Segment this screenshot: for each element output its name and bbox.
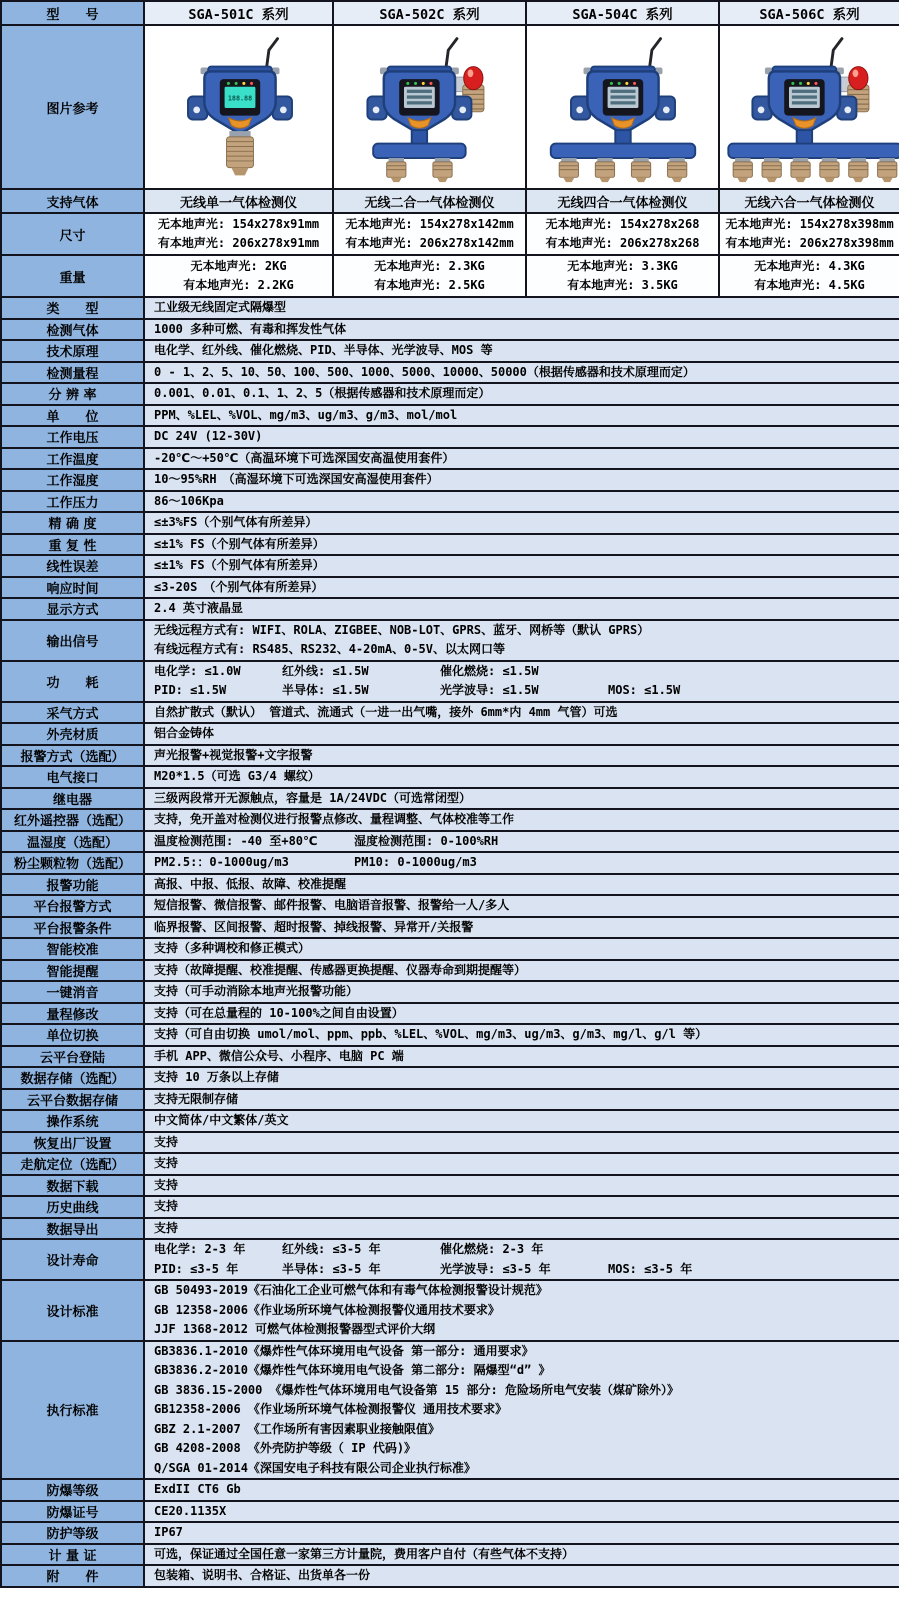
spec-row — [1, 319, 899, 341]
value-segment: MOS: ≤1.5W — [608, 683, 681, 697]
row-label: 重 复 性 — [1, 534, 144, 556]
row-label: 线性误差 — [1, 555, 144, 577]
row-label: 粉尘颗粒物（选配） — [1, 852, 144, 874]
spec-row — [1, 469, 899, 491]
header-row — [1, 1, 899, 25]
row-label: 采气方式 — [1, 702, 144, 724]
row-value: 手机 APP、微信公众号、小程序、电脑 PC 端 — [144, 1046, 899, 1068]
row-value: 无本地声光: 154x278x142mm 有本地声光: 206x278x142mm — [333, 213, 526, 255]
spec-row — [1, 1522, 899, 1544]
row-label: 量程修改 — [1, 1003, 144, 1025]
value-segment: 半导体: ≤3-5 年 — [282, 1261, 381, 1276]
value-segment: 电化学: ≤1.0W — [154, 663, 241, 678]
row-label: 报警功能 — [1, 874, 144, 896]
value-segment: PM10: 0-1000ug/m3 — [354, 855, 477, 869]
row-value: -20℃～+50℃（高温环境下可选深国安高温使用套件） — [144, 448, 899, 470]
row-label: 计 量 证 — [1, 1544, 144, 1566]
row-label: 设计标准 — [1, 1280, 144, 1341]
row-value: 支持 — [144, 1218, 899, 1240]
spec-row — [1, 577, 899, 599]
row-value: PPM、%LEL、%VOL、mg/m3、ug/m3、g/m3、mol/mol — [144, 405, 899, 427]
value-segment: 红外线: ≤3-5 年 — [282, 1242, 381, 1256]
value-segment — [608, 662, 899, 682]
row-value: 支持无限制存储 — [144, 1089, 899, 1111]
row-value: 三级两段常开无源触点，容量是 1A/24VDC（可选常闭型） — [144, 788, 899, 810]
row-label: 防爆证号 — [1, 1501, 144, 1523]
row-value: ≤3-20S （个别气体有所差异） — [144, 577, 899, 599]
spec-row — [1, 426, 899, 448]
row-label: 智能提醒 — [1, 960, 144, 982]
spec-row — [1, 1565, 899, 1587]
row-value: IP67 — [144, 1522, 899, 1544]
row-value: 2.4 英寸液晶显 — [144, 598, 899, 620]
spec-row — [1, 1341, 899, 1480]
row-label: 平台报警条件 — [1, 917, 144, 939]
spec-row — [1, 1196, 899, 1218]
row-value: 包装箱、说明书、合格证、出货单各一份 — [144, 1565, 899, 1587]
spec-row — [1, 661, 899, 702]
row-label: 外壳材质 — [1, 723, 144, 745]
row-value: 10～95%RH （高湿环境下可选深国安高湿使用套件） — [144, 469, 899, 491]
row-value: 0 - 1、2、5、10、50、100、500、1000、5000、10000、50000（根据传感器和技术原理而定） — [144, 362, 899, 384]
value-segment: PM2.5:：0-1000ug/m3 — [154, 855, 289, 869]
row-label: 单位切换 — [1, 1024, 144, 1046]
value-segment: 催化燃烧: ≤1.5W — [440, 663, 539, 678]
row-label: 尺寸 — [1, 213, 144, 255]
spec-row — [1, 1280, 899, 1341]
row-label: 支持气体 — [1, 189, 144, 213]
row-label: 图片参考 — [1, 25, 144, 189]
spec-row — [1, 852, 899, 874]
spec-row — [1, 297, 899, 319]
spec-row — [1, 723, 899, 745]
row-value: DC 24V (12-30V) — [144, 426, 899, 448]
row-value: 支持 — [144, 1132, 899, 1154]
weight-row — [1, 255, 899, 297]
row-value: 无线单一气体检测仪 — [144, 189, 333, 213]
row-value: 支持，免开盖对检测仪进行报警点修改、量程调整、气体校准等工作 — [144, 809, 899, 831]
spec-row — [1, 491, 899, 513]
spec-row — [1, 1153, 899, 1175]
spec-row — [1, 405, 899, 427]
spec-row — [1, 1175, 899, 1197]
row-value: 无线六合一气体检测仪 — [719, 189, 899, 213]
spec-row — [1, 448, 899, 470]
row-label: 功 耗 — [1, 661, 144, 702]
row-label: 技术原理 — [1, 340, 144, 362]
row-value: CE20.1135X — [144, 1501, 899, 1523]
value-segment: PID: ≤3-5 年 — [154, 1261, 239, 1276]
gas-detector-illustration — [337, 29, 523, 185]
spec-row — [1, 620, 899, 661]
row-label: 数据导出 — [1, 1218, 144, 1240]
value-segment: PID: ≤1.5W — [154, 683, 227, 697]
spec-row — [1, 555, 899, 577]
spec-row — [1, 362, 899, 384]
row-label: 单 位 — [1, 405, 144, 427]
value-segment: 温度检测范围: -40 至+80℃ — [154, 833, 318, 848]
row-value — [144, 661, 899, 702]
row-value: 支持 10 万条以上存储 — [144, 1067, 899, 1089]
row-label: 检测气体 — [1, 319, 144, 341]
row-label: 附 件 — [1, 1565, 144, 1587]
value-segment: 红外线: ≤1.5W — [282, 663, 369, 678]
row-label: 数据下载 — [1, 1175, 144, 1197]
value-segment: MOS: ≤3-5 年 — [608, 1261, 693, 1276]
row-value: 声光报警+视觉报警+文字报警 — [144, 745, 899, 767]
spec-row — [1, 1089, 899, 1111]
row-value: 支持（多种调校和修正模式） — [144, 938, 899, 960]
size-row — [1, 213, 899, 255]
row-value: ≤±3%FS（个别气体有所差异） — [144, 512, 899, 534]
row-label: 防护等级 — [1, 1522, 144, 1544]
row-value: 86～106Kpa — [144, 491, 899, 513]
row-value — [144, 852, 899, 874]
spec-row — [1, 534, 899, 556]
row-label: 工作电压 — [1, 426, 144, 448]
row-label: 重量 — [1, 255, 144, 297]
row-value: 支持（故障提醒、校准提醒、传感器更换提醒、仪器寿命到期提醒等） — [144, 960, 899, 982]
row-value: 支持 — [144, 1196, 899, 1218]
row-value: 高报、中报、低报、故障、校准提醒 — [144, 874, 899, 896]
row-value: 支持（可在总量程的 10-100%之间自由设置） — [144, 1003, 899, 1025]
row-label: 电气接口 — [1, 766, 144, 788]
row-label: 显示方式 — [1, 598, 144, 620]
row-value: ≤±1% FS（个别气体有所差异） — [144, 534, 899, 556]
row-value: 短信报警、微信报警、邮件报警、电脑语音报警、报警给一人/多人 — [144, 895, 899, 917]
row-value: 可选，保证通过全国任意一家第三方计量院，费用客户自付（有些气体不支持） — [144, 1544, 899, 1566]
value-segment: 电化学: 2-3 年 — [154, 1242, 246, 1256]
row-value: ExdII CT6 Gb — [144, 1479, 899, 1501]
model-header-sga-501c: SGA-501C 系列 — [144, 1, 333, 25]
row-value: 无本地声光: 3.3KG 有本地声光: 3.5KG — [526, 255, 719, 297]
row-label: 走航定位（选配） — [1, 1153, 144, 1175]
value-segment: 半导体: ≤1.5W — [282, 683, 369, 697]
spec-row — [1, 1110, 899, 1132]
row-value: 无线二合一气体检测仪 — [333, 189, 526, 213]
row-label: 工作温度 — [1, 448, 144, 470]
row-label: 响应时间 — [1, 577, 144, 599]
row-label: 工作压力 — [1, 491, 144, 513]
row-value: 1000 多种可燃、有毒和挥发性气体 — [144, 319, 899, 341]
row-label: 检测量程 — [1, 362, 144, 384]
row-label: 温湿度（选配） — [1, 831, 144, 853]
model-header-sga-504c: SGA-504C 系列 — [526, 1, 719, 25]
row-value: 无线四合一气体检测仪 — [526, 189, 719, 213]
row-label: 执行标准 — [1, 1341, 144, 1480]
spec-row — [1, 831, 899, 853]
spec-row — [1, 1218, 899, 1240]
row-value: GB 50493-2019《石油化工企业可燃气体和有毒气体检测报警设计规范》 GB 12358-2006《作业场所环境气体检测报警仪通用技术要求》 JJF 1368-2012 可燃气体检测报警器型式评价大纲 — [144, 1280, 899, 1341]
row-value: 支持 — [144, 1153, 899, 1175]
spec-row — [1, 766, 899, 788]
row-label: 类 型 — [1, 297, 144, 319]
row-label: 工作湿度 — [1, 469, 144, 491]
spec-row — [1, 874, 899, 896]
spec-row — [1, 1024, 899, 1046]
spec-row — [1, 1544, 899, 1566]
row-value: 支持（可手动消除本地声光报警功能） — [144, 981, 899, 1003]
model-header-sga-502c: SGA-502C 系列 — [333, 1, 526, 25]
image-row — [1, 25, 899, 189]
row-value — [144, 1239, 899, 1280]
spec-row — [1, 938, 899, 960]
row-value: 无本地声光: 2KG 有本地声光: 2.2KG — [144, 255, 333, 297]
value-segment: 催化燃烧: 2-3 年 — [440, 1242, 544, 1256]
spec-row — [1, 1479, 899, 1501]
supported-gas-row — [1, 189, 899, 213]
row-value — [144, 831, 899, 853]
spec-row — [1, 809, 899, 831]
row-label: 历史曲线 — [1, 1196, 144, 1218]
row-value: 工业级无线固定式隔爆型 — [144, 297, 899, 319]
spec-row — [1, 1239, 899, 1280]
spec-row — [1, 1003, 899, 1025]
row-value: 支持 — [144, 1175, 899, 1197]
gas-detector-illustration — [147, 29, 333, 185]
row-value: GB3836.1-2010《爆炸性气体环境用电气设备 第一部分: 通用要求》 GB3836.2-2010《爆炸性气体环境用电气设备 第二部分: 隔爆型“d” 》 GB 3836.15-2000 《爆炸性气体环境用电气设备第 15 部分: 危险场所电气安装（煤矿除外）》 GB12358-2006 《作业场所环境气体检测报警仪 通用技术要求》 GBZ 2.1-2007 《工作场所有害因素职业接触限值》 GB 4208-2008 《外壳防护等级（ IP 代码)》 Q/SGA 01-2014《深国安电子科技有限公司企业执行标准》 — [144, 1341, 899, 1480]
row-label: 输出信号 — [1, 620, 144, 661]
svg-text:188.88: 188.88 — [227, 94, 253, 103]
spec-row — [1, 895, 899, 917]
row-value: 自然扩散式（默认） 管道式、流通式（一进一出气嘴，接外 6mm*内 4mm 气管）可选 — [144, 702, 899, 724]
spec-row — [1, 1132, 899, 1154]
value-segment: 光学波导: ≤1.5W — [440, 683, 539, 697]
row-label: 平台报警方式 — [1, 895, 144, 917]
value-segment: 光学波导: ≤3-5 年 — [440, 1261, 551, 1276]
row-value: ≤±1% FS（个别气体有所差异） — [144, 555, 899, 577]
value-segment: 湿度检测范围: 0-100%RH — [354, 833, 499, 848]
spec-row — [1, 1046, 899, 1068]
row-value: 0.001、0.01、0.1、1、2、5（根据传感器和技术原理而定） — [144, 383, 899, 405]
row-label: 智能校准 — [1, 938, 144, 960]
row-value: 无本地声光: 154x278x91mm 有本地声光: 206x278x91mm — [144, 213, 333, 255]
row-label: 操作系统 — [1, 1110, 144, 1132]
row-value: 中文简体/中文繁体/英文 — [144, 1110, 899, 1132]
spec-row — [1, 702, 899, 724]
row-value: 电化学、红外线、催化燃烧、PID、半导体、光学波导、MOS 等 — [144, 340, 899, 362]
row-value: 支持（可自由切换 umol/mol、ppm、ppb、%LEL、%VOL、mg/m3、ug/m3、g/m3、mg/l、g/l 等） — [144, 1024, 899, 1046]
spec-row — [1, 960, 899, 982]
model-header-sga-506c: SGA-506C 系列 — [719, 1, 899, 25]
row-value: 临界报警、区间报警、超时报警、掉线报警、异常开/关报警 — [144, 917, 899, 939]
row-label: 红外遥控器（选配） — [1, 809, 144, 831]
product-image-sga-504c — [526, 25, 719, 189]
row-label: 数据存储（选配） — [1, 1067, 144, 1089]
row-value: 无本地声光: 4.3KG 有本地声光: 4.5KG — [719, 255, 899, 297]
spec-row — [1, 383, 899, 405]
row-label: 精 确 度 — [1, 512, 144, 534]
row-label: 云平台数据存储 — [1, 1089, 144, 1111]
spec-row — [1, 1501, 899, 1523]
product-image-sga-502c — [333, 25, 526, 189]
row-label: 云平台登陆 — [1, 1046, 144, 1068]
value-segment — [608, 1240, 899, 1260]
row-value: 无本地声光: 2.3KG 有本地声光: 2.5KG — [333, 255, 526, 297]
spec-row — [1, 745, 899, 767]
model-row-label: 型 号 — [1, 1, 144, 25]
row-label: 恢复出厂设置 — [1, 1132, 144, 1154]
row-label: 报警方式（选配） — [1, 745, 144, 767]
spec-row — [1, 340, 899, 362]
spec-row — [1, 1067, 899, 1089]
spec-row — [1, 512, 899, 534]
row-label: 设计寿命 — [1, 1239, 144, 1280]
row-value: 铝合金铸体 — [144, 723, 899, 745]
product-image-sga-506c — [719, 25, 899, 189]
row-value: 无线远程方式有: WIFI、ROLA、ZIGBEE、NOB-LOT、GPRS、蓝牙、网桥等（默认 GPRS） 有线远程方式有: RS485、RS232、4-20mA、0-5V、以太网口等 — [144, 620, 899, 661]
gas-detector-illustration — [530, 29, 716, 185]
row-label: 防爆等级 — [1, 1479, 144, 1501]
spec-row — [1, 788, 899, 810]
row-label: 一键消音 — [1, 981, 144, 1003]
row-value: M20*1.5（可选 G3/4 螺纹） — [144, 766, 899, 788]
row-value: 无本地声光: 154x278x398mm 有本地声光: 206x278x398mm — [719, 213, 899, 255]
product-image-sga-501c — [144, 25, 333, 189]
spec-row — [1, 598, 899, 620]
row-label: 分 辨 率 — [1, 383, 144, 405]
spec-row — [1, 917, 899, 939]
row-label: 继电器 — [1, 788, 144, 810]
spec-row — [1, 981, 899, 1003]
gas-detector-illustration — [722, 29, 899, 185]
row-value: 无本地声光: 154x278x268 有本地声光: 206x278x268 — [526, 213, 719, 255]
